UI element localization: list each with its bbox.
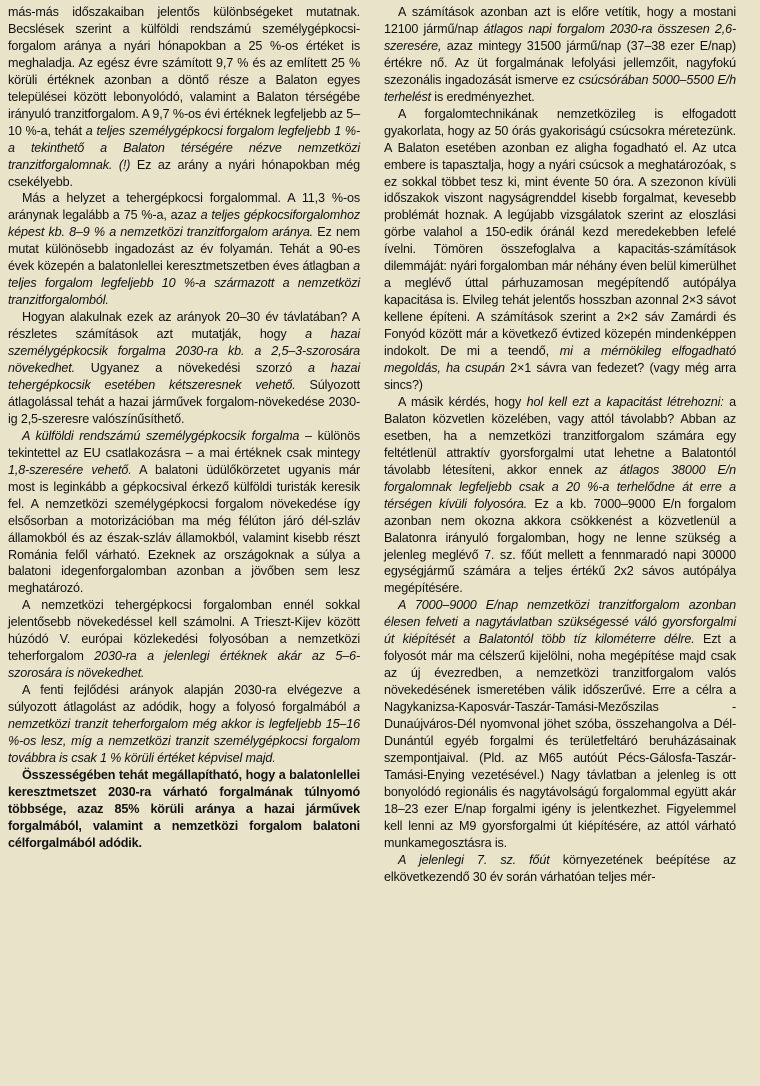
text-run: Ezt a folyosót már ma célszerű kijelölni, noha megépítése majd csak az új évezredben, a nemzetközi tranzitforgalom valós növekedésének ismeretében válik időszerűvé. Erre a célra a Nagykanizsa-Kaposvár-Taszár-Tamási-Mezőszilas -Dunaújváros-Dél nyomvonal jöhet szóba, összehangolva a Dél-Dunántúl egyéb forgalmi és területfeltáró beruházásainak szempontjaival. (Pld. az M65 autóút Pécs-Gálosfa-Taszár-Tamási-Enying vezetésével.) Nagy távlatban a jelenleg is ott bonyolódó regionális és nagytávolságú forgalommal együtt akár 18–23 ezer E/nap forgalmi igény is jelentkezhet. Figyelemmel kell lenni az M9 gyorsforgalmi út kiépítésére, az attól várható munkamegosztásra is. (384, 632, 736, 850)
text-run: környezetének beépítése az elkövetkezendő 30 év során várhatóan teljes mér- (384, 852, 736, 884)
paragraph (8, 309, 360, 428)
paragraph (384, 4, 736, 106)
italic-text: A 7000–9000 E/nap nemzetközi tranzitforgalom azonban élesen felveti a nagytávlatban szükségessé váló gyorsforgalmi út kiépítését a Balatontól több tíz kilométerre délre. (384, 598, 736, 647)
text-run: Ugyanez a növekedési szorzó (74, 361, 308, 376)
paragraph (8, 682, 360, 767)
text-run: Más a helyzet a tehergépkocsi forgalommal. A 11,3 %-os aránynak legalább a 75 %-a, azaz (8, 191, 360, 223)
italic-text: a teljes forgalom legfeljebb 10 %-a származott a nemzetközi tranzitforgalomból. (8, 259, 360, 308)
text-run: Ez nem mutat különösebb ingadozást az év folyamán. Tehát a 90-es évek közepén a balatonlellei keresztmetszetben éves átlagban (8, 225, 360, 274)
paragraph (8, 767, 360, 852)
paragraph (8, 428, 360, 598)
paragraph (8, 4, 360, 190)
italic-text: 2030-ra a jelenlegi értéknek akár az 5–6-szorosára is növekedhet. (8, 649, 360, 681)
italic-text: A jelenlegi 7. sz. főút (398, 852, 550, 867)
text-run: A balatoni üdülőkörzetet ugyanis már most is leginkább a gépkocsival érkező külföldi turisták keresik fel. A nemzetközi személygépkocsi forgalom növekedése így elsősorban a motorizációban ma még félúton járó dél-szláv államokból és az észak-szláv államokból, valamint kisebb részt Románia felől várható. Ezeknek az országoknak a súlya a balatoni idegenforgalomban azonban a jövőben sem lesz meghatározó. (8, 462, 361, 596)
italic-text: a hazai személygépkocsik forgalma 2030-ra kb. a 2,5–3-szorosára növekedhet. (8, 327, 361, 376)
text-run: – különös tekintettel az EU csatlakozásra – a mai értéknek csak mintegy (8, 428, 360, 460)
italic-text: mi a mérnökileg elfogadható megoldás, ha csupán (384, 344, 736, 376)
text-run: Súlyozott átlagolással tehát a hazai járművek forgalom-növekedése 2030-ig 2,5-szeresre valószínűsíthető. (8, 377, 360, 426)
text-run: is eredményezhet. (430, 89, 535, 104)
italic-text: a teljes gépkocsiforgalomhoz képest kb. 8–9 % a nemzetközi tranzitforgalom aránya. (8, 208, 360, 240)
paragraph (384, 106, 736, 394)
italic-text: 1,8-szeresére vehető. (8, 462, 132, 477)
italic-text: a teljes személygépkocsi forgalom legfeljebb 1 %-a tekinthető a Balaton térségére nézve nemzetközi tranzitforgalomnak. (!) (8, 123, 360, 172)
left-column (8, 4, 360, 1086)
paragraph (384, 394, 736, 597)
text-run: A fenti fejlődési arányok alapján 2030-ra elvégezve a súlyozott átlagolást az adódik, hogy a folyosó forgalmából (8, 683, 360, 715)
paragraph (384, 852, 736, 886)
text-run: A nemzetközi tehergépkocsi forgalomban ennél sokkal jelentősebb növekedéssel kell számolni. A Trieszt-Kijev között húzódó V. európai közlekedési folyosóban a nemzetközi teherforgalom (8, 598, 360, 664)
paragraph (384, 597, 736, 851)
italic-text: A külföldi rendszámú személygépkocsik forgalma (22, 428, 300, 443)
text-run: a Balaton közvetlen közelében, vagy attól távolabb? Abban az esetben, ha a nemzetközi tranzitforgalom számára egy feltétlenül attraktív gyorsforgalmi utat lehetne a Balatontól távolabb létesíteni, akkor ennek (384, 394, 737, 477)
text-run: 2×1 sávra van fedezet? (vagy még arra sincs?) (384, 361, 736, 392)
italic-text: a hazai tehergépkocsik esetében kétszeresnek vehető. (8, 361, 360, 392)
text-run: más-más időszakaiban jelentős különbségeket mutatnak. Becslések szerint a külföldi rendszámú személygépkocsi-forgalom aránya a nyári hónapokban a 25 %-os értéket is meghaladja. Az egész évre számított 9,7 % és az említett 25 % körüli értéknek azonban a döntő része a Balaton egyes települései között lebonyolódó, valamint a Balaton térségébe irányuló tranzitforgalom. A 9,7 %-os évi értéknek legfeljebb az 5–10 %-a, tehát (8, 5, 360, 138)
text-run: A forgalomtechnikának nemzetközileg is elfogadott gyakorlata, hogy az 50 órás gyakoriságú csúcsokra méretezünk. A Balaton esetében azonban ez aligha fogadható el. Az utca embere is tapasztalja, hogy a nyári csúcsok a meghatározóak, s ez sokkal többet tesz ki, mint évente 50 óra. A szezonon kívüli időszakok viszont nagyságrenddel kisebb forgalmat, kevesebb problémát hoznak. A legújabb vizsgálatok szerint az eloszlási görbe valahol a 150-edik óránál kezd meredekebben lefelé ívelni. Tömören összefoglalva a kapacitás-számítások dilemmáját: nyári forgalomban már néhány éven belül kimerülhet a meglévő úttal párhuzamosan megépítendő autópálya kapacitása is. Elvileg tehát jelentős hosszban azonnal 2×3 sávot kellene építeni. A számítások szerint a 2×2 sáv Zamárdi és Fonyód között már a következő évtized közepén mindenképpen indokolt. De mi a teendő, (384, 106, 736, 359)
text-run: A számítások azonban azt is előre vetítik, hogy a mostani 12100 jármű/nap (384, 5, 736, 36)
text-run: azaz mintegy 31500 jármű/nap (37–38 ezer E/nap) értékre nő. Az üt forgalmának lefolyási jellemzőit, nagyfokú szezonális ingadozását ismerve ez (384, 38, 736, 87)
text-run: Ez az arány a nyári hónapokban még csekélyebb. (8, 157, 360, 189)
italic-text: átlagos napi forgalom 2030-ra összesen 2,6-szeresére, (384, 21, 737, 53)
italic-text: hol kell ezt a kapacitást létrehozni: (526, 394, 724, 409)
text-run: Ez a kb. 7000–9000 E/n forgalom azonban nem okozna akkora csökkenést a közvetlenül a Balatonra irányuló forgalomban, hogy ne lenne szükség a jelenleg meglévő 7. sz. főút mellett a fennmaradó napi 30000 egységjármű számára a teljes értékű 2x2 sávos autópálya megépítésére. (384, 496, 736, 596)
italic-text: az átlagos 38000 E/n forgalomnak legfeljebb csak a 20 %-a terhelődne át erre a térségen kívüli folyosóra. (384, 462, 736, 511)
italic-text: csúcsórában 5000–5500 E/h terhelést (384, 72, 737, 104)
text-run: A másik kérdés, hogy (398, 394, 527, 409)
right-column (384, 4, 736, 1086)
bold-text: Összességében tehát megállapítható, hogy a balatonlellei keresztmetszet 2030-ra várható forgalmának túlnyomó többsége, azaz 85% körüli aránya a hazai járművek forgalmából, valamint a nemzetközi forgalom balatoni célforgalmából adódik. (8, 767, 360, 850)
italic-text: a nemzetközi tranzit teherforgalom még akkor is legfeljebb 15–16 %-os lesz, míg a nemzetközi tranzit személygépkocsi forgalom továbbra is csak 1 % körüli értéket képvisel majd. (8, 700, 360, 765)
text-run: Hogyan alakulnak ezek az arányok 20–30 év távlatában? A részletes számítások azt mutatják, hogy (8, 310, 360, 342)
paragraph (8, 597, 360, 682)
paragraph (8, 190, 360, 309)
